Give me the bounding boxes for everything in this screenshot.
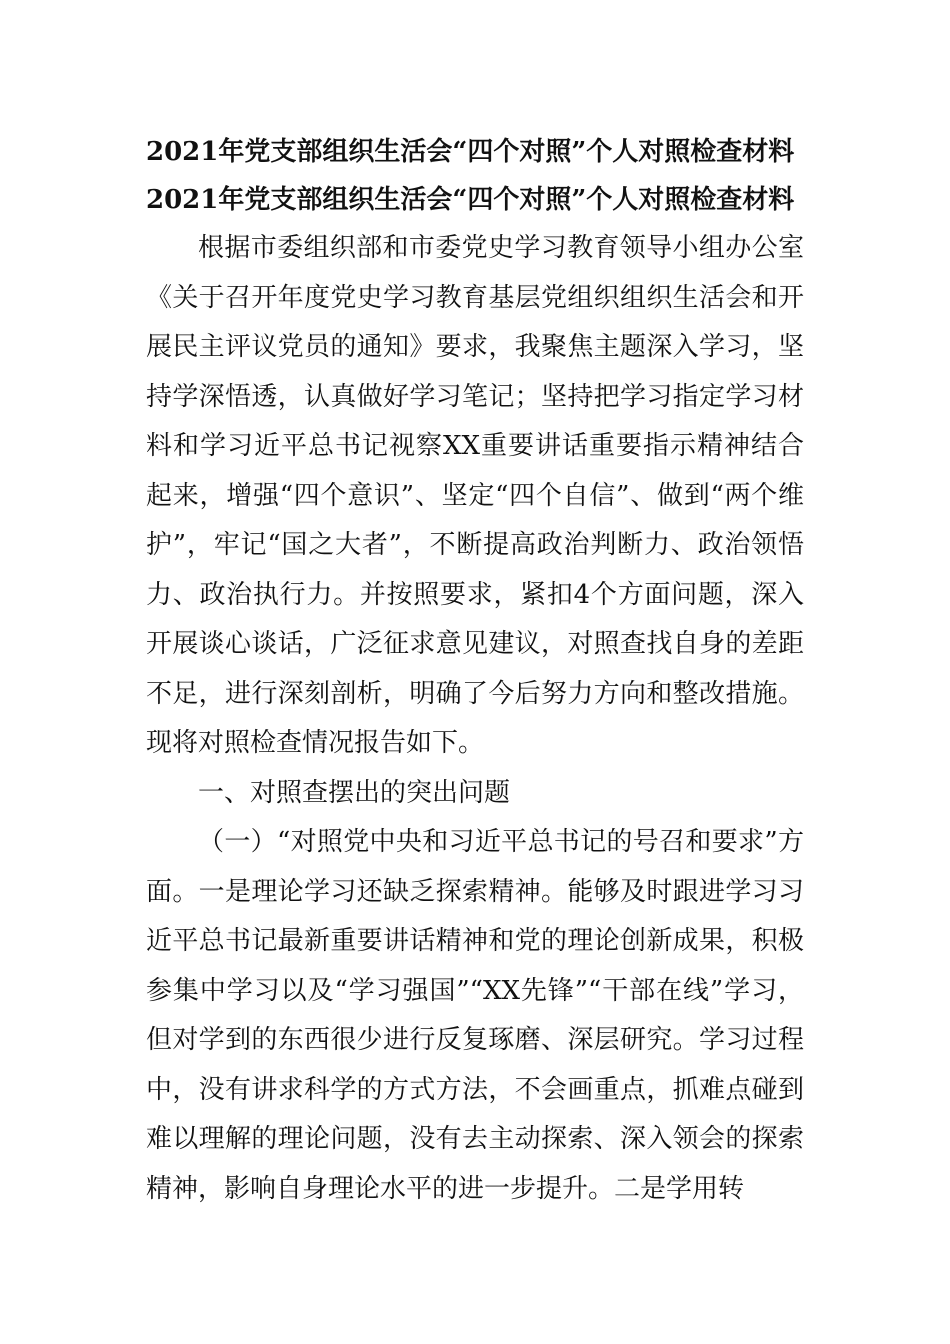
document-body — [146, 128, 804, 1214]
section-paragraph: （一）“对照党中央和习近平总书记的号召和要求”方面。一是理论学习还缺乏探索精神。能够及时跟进学习习近平总书记最新重要讲话精神和党的理论创新成果，积极参集中学习以及“学习强国”“XX先锋”“干部在线”学习，但对学到的东西很少进行反复琢磨、深层研究。学习过程中，没有讲求科学的方式方法，不会画重点，抓难点碰到难以理解的理论问题，没有去主动探索、深入领会的探索精神，影响自身理论水平的进一步提升。二是学用转 — [146, 827, 804, 1204]
section-heading: 一、对照查摆出的突出问题 — [198, 777, 511, 808]
document-title: 2021年党支部组织生活会“四个对照”个人对照检查材料 — [146, 137, 795, 167]
document-title-repeat: 2021年党支部组织生活会“四个对照”个人对照检查材料 — [146, 185, 795, 215]
intro-paragraph: 根据市委组织部和市委党史学习教育领导小组办公室《关于召开年度党史学习教育基层党组织组织生活会和开展民主评议党员的通知》要求，我聚焦主题深入学习，坚持学深悟透，认真做好学习笔记；坚持把学习指定学习材料和学习近平总书记视察XX重要讲话重要指示精神结合起来，增强“四个意识”、坚定“四个自信”、做到“两个维护”，牢记“国之大者”，不断提高政治判断力、政治领悟力、政治执行力。并按照要求，紧扣4个方面问题，深入开展谈心谈话，广泛征求意见建议，对照查找自身的差距不足，进行深刻剖析，明确了今后努力方向和整改措施。现将对照检查情况报告如下。 — [146, 233, 804, 758]
